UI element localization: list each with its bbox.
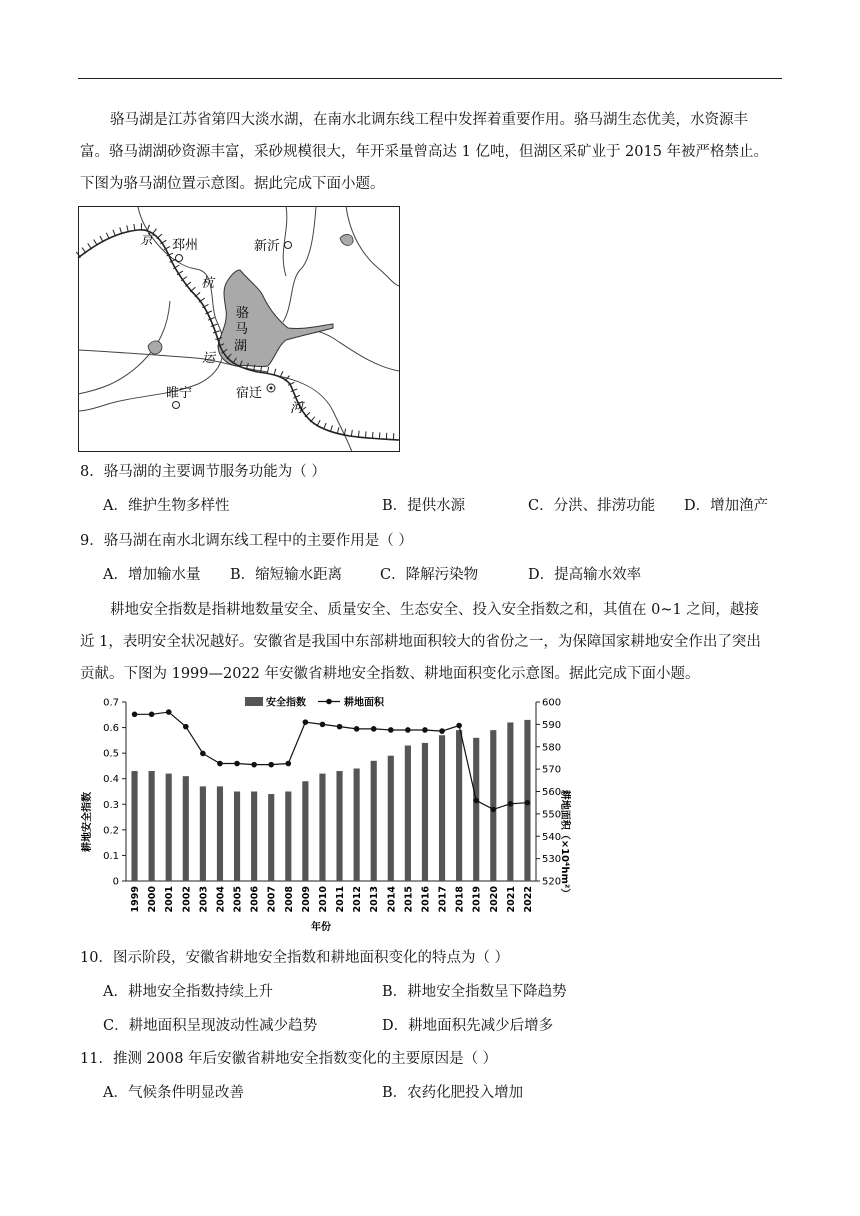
bar-2019 (473, 738, 479, 881)
y-tick-label-left: 0.1 (103, 850, 119, 862)
y-tick-label-left: 0.4 (103, 774, 119, 786)
bar-2000 (149, 771, 155, 881)
x-tick-label-2013: 2013 (369, 886, 381, 913)
y-tick-label-right: 570 (542, 764, 562, 776)
x-tick-label-2015: 2015 (403, 886, 415, 913)
bar-2009 (302, 781, 308, 881)
x-tick-label-2002: 2002 (181, 886, 193, 913)
bar-2016 (422, 743, 428, 881)
x-tick-label-2020: 2020 (488, 886, 500, 913)
line-point-2019 (473, 798, 479, 804)
bar-2005 (234, 792, 240, 882)
x-tick-label-2009: 2009 (300, 886, 312, 913)
y-tick-label-right: 580 (542, 742, 562, 754)
map-label-pizhou: 邳州 (172, 238, 199, 253)
bar-2003 (200, 786, 206, 881)
x-tick-label-2021: 2021 (505, 886, 517, 913)
y-axis-right-title: 耕地面积（×10⁴hm²） (559, 789, 570, 899)
question-8-option-b[interactable]: B．提供水源 (382, 498, 466, 514)
question-10-option-b[interactable]: B．耕地安全指数呈下降趋势 (382, 984, 567, 1000)
y-tick-label-left: 0 (112, 876, 119, 888)
line-point-2015 (405, 727, 411, 733)
x-tick-label-2000: 2000 (147, 886, 159, 913)
y-tick-label-right: 600 (542, 697, 562, 709)
legend-label-farmland-area: 耕地面积 (344, 697, 384, 709)
x-tick-label-2004: 2004 (215, 886, 227, 913)
x-tick-label-2001: 2001 (164, 886, 176, 913)
city-marker-pizhou (176, 255, 183, 262)
y-tick-label-left: 0.2 (103, 825, 119, 837)
question-9-option-d[interactable]: D．提高输水效率 (528, 567, 642, 583)
bar-2008 (285, 792, 291, 882)
question-8-stem: 8．骆马湖的主要调节服务功能为（ ） (80, 464, 326, 480)
legend-line-marker (326, 699, 332, 705)
y-tick-label-right: 590 (542, 719, 562, 731)
x-tick-label-2018: 2018 (454, 886, 466, 913)
bar-2014 (388, 756, 394, 881)
map-label-suqian: 宿迁 (236, 386, 263, 401)
line-point-2012 (354, 726, 360, 732)
line-point-2018 (456, 723, 462, 729)
question-10-stem: 10．图示阶段，安徽省耕地安全指数和耕地面积变化的特点为（ ） (80, 950, 510, 966)
question-10-option-d[interactable]: D．耕地面积先减少后增多 (382, 1018, 554, 1034)
farmland-chart (78, 692, 568, 934)
x-tick-label-2022: 2022 (522, 886, 534, 913)
line-point-2007 (268, 762, 274, 768)
line-point-2017 (439, 728, 445, 734)
line-point-2000 (149, 712, 155, 718)
passage-line: 耕地安全指数是指耕地数量安全、质量安全、生态安全、投入安全指数之和，其值在 0~1 之间，越接 (110, 602, 759, 618)
city-marker-suqian-dot (270, 387, 273, 390)
farmland-area-line (135, 712, 528, 809)
map-label-lake-1: 骆 (236, 306, 250, 321)
passage-luoma-lake (80, 104, 782, 200)
x-tick-label-2011: 2011 (335, 886, 347, 913)
passage-line: 富。骆马湖湖砂资源丰富，采砂规模很大，年开采量曾高达 1 亿吨，但湖区采矿业于 2015 年被严格禁止。 (80, 144, 769, 160)
x-tick-label-2012: 2012 (352, 886, 364, 913)
line-point-2013 (371, 726, 377, 732)
line-point-2008 (285, 761, 291, 767)
bar-2018 (456, 730, 462, 881)
question-11-stem: 11．推测 2008 年后安徽省耕地安全指数变化的主要原因是（ ） (80, 1051, 498, 1067)
passage-line: 贡献。下图为 1999—2022 年安徽省耕地安全指数、耕地面积变化示意图。据此完成下面小题。 (80, 666, 700, 682)
luoma-lake-location-map (78, 206, 400, 452)
map-label-xinyi: 新沂 (254, 239, 281, 254)
y-tick-label-right: 550 (542, 809, 562, 821)
bar-2002 (183, 776, 189, 881)
question-9-stem: 9．骆马湖在南水北调东线工程中的主要作用是（ ） (80, 533, 413, 549)
y-tick-label-right: 560 (542, 787, 562, 798)
line-point-2005 (234, 761, 240, 767)
question-8-option-a[interactable]: A．维护生物多样性 (103, 498, 230, 514)
line-point-2001 (166, 709, 172, 715)
y-tick-label-right: 530 (542, 854, 562, 866)
y-tick-label-right: 520 (542, 876, 562, 888)
bar-2013 (371, 761, 377, 881)
bar-2012 (354, 768, 360, 881)
x-axis-title: 年份 (311, 922, 331, 933)
map-label-hang: 杭 (201, 276, 215, 291)
bar-2010 (319, 774, 325, 881)
line-point-2020 (490, 807, 496, 813)
bar-2007 (268, 794, 274, 881)
map-label-lake-2: 马 (235, 322, 249, 337)
line-point-2011 (337, 724, 343, 730)
y-tick-label-left: 0.5 (103, 748, 119, 760)
bar-2020 (490, 730, 496, 881)
header-rule (78, 78, 782, 79)
passage-line: 近 1，表明安全状况越好。安徽省是我国中东部耕地面积较大的省份之一，为保障国家耕地安全作出了突出 (80, 634, 761, 650)
line-point-2002 (183, 724, 189, 730)
passage-line: 骆马湖是江苏省第四大淡水湖，在南水北调东线工程中发挥着重要作用。骆马湖生态优美，水资源丰 (110, 112, 748, 128)
x-tick-label-2017: 2017 (437, 886, 449, 913)
question-10-option-c[interactable]: C．耕地面积呈现波动性减少趋势 (103, 1018, 318, 1034)
line-point-2016 (422, 727, 428, 733)
bar-2015 (405, 745, 411, 881)
passage-line: 下图为骆马湖位置示意图。据此完成下面小题。 (80, 176, 385, 192)
line-point-2010 (320, 722, 326, 728)
legend-bar-swatch (245, 697, 263, 706)
line-point-2003 (200, 751, 206, 757)
line-point-2009 (303, 719, 309, 725)
x-tick-label-2014: 2014 (386, 886, 398, 913)
x-tick-label-2019: 2019 (471, 886, 483, 913)
y-axis-left-title: 耕地安全指数 (82, 792, 93, 852)
question-8-option-c[interactable]: C．分洪、排涝功能 (528, 498, 656, 514)
question-9-option-b[interactable]: B．缩短输水距离 (230, 567, 343, 583)
question-10-option-a[interactable]: A．耕地安全指数持续上升 (103, 984, 273, 1000)
y-tick-label-left: 0.7 (103, 697, 119, 709)
bar-2001 (166, 774, 172, 881)
x-tick-label-2006: 2006 (249, 886, 261, 913)
line-point-2022 (525, 800, 531, 806)
line-point-2014 (388, 727, 394, 733)
bar-1999 (131, 771, 137, 881)
small-lake (148, 341, 162, 354)
y-tick-label-left: 0.3 (103, 799, 119, 811)
city-marker-suining (173, 402, 180, 409)
x-tick-label-2007: 2007 (266, 886, 278, 913)
x-tick-label-1999: 1999 (130, 886, 142, 913)
map-label-suining: 睢宁 (166, 386, 193, 401)
line-point-2004 (217, 761, 223, 767)
passage-farmland-security (80, 594, 782, 690)
question-9-option-a[interactable]: A．增加输水量 (103, 567, 201, 583)
question-11-option-b[interactable]: B．农药化肥投入增加 (382, 1085, 524, 1101)
x-tick-label-2005: 2005 (232, 886, 244, 913)
bar-2004 (217, 786, 223, 881)
map-label-jing: 京 (140, 233, 154, 248)
y-tick-label-left: 0.6 (103, 723, 119, 735)
question-11-option-a[interactable]: A．气候条件明显改善 (103, 1085, 244, 1101)
map-label-yun: 运 (202, 351, 216, 366)
x-tick-label-2003: 2003 (198, 886, 210, 913)
x-tick-label-2016: 2016 (420, 886, 432, 913)
legend-label-safety-index: 安全指数 (266, 697, 306, 709)
line-point-2006 (251, 762, 257, 768)
x-tick-label-2008: 2008 (283, 886, 295, 913)
map-label-lake-3: 湖 (234, 339, 248, 354)
bar-2011 (336, 771, 342, 881)
line-point-2021 (508, 801, 514, 807)
y-tick-label-right: 540 (542, 831, 562, 843)
city-marker-xinyi (285, 242, 292, 249)
bar-2006 (251, 792, 257, 882)
line-point-1999 (132, 712, 138, 718)
question-8-option-d[interactable]: D．增加渔产 (684, 498, 769, 514)
bar-2017 (439, 735, 445, 881)
x-tick-label-2010: 2010 (317, 886, 329, 913)
question-9-option-c[interactable]: C．降解污染物 (380, 567, 479, 583)
map-label-he: 河 (290, 401, 304, 416)
